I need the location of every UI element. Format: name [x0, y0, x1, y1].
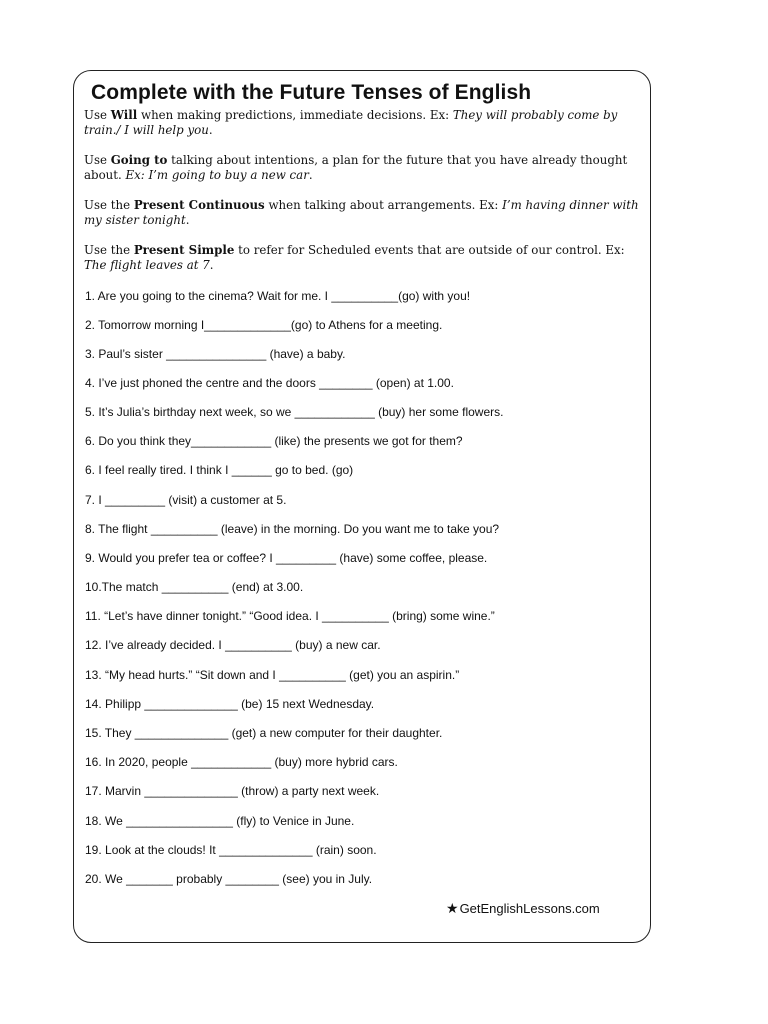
question-item: 14. Philipp ______________ (be) 15 next Wednesday. [85, 697, 375, 711]
question-item: 16. In 2020, people ____________ (buy) more hybrid cars. [85, 755, 398, 769]
star-icon: ★ [446, 900, 459, 916]
worksheet-title: Complete with the Future Tenses of English [91, 81, 532, 104]
question-item: 7. I _________ (visit) a customer at 5. [85, 493, 287, 507]
question-item: 12. I’ve already decided. I __________ (buy) a new car. [85, 638, 381, 652]
rule-will: Use Will when making predictions, immediate decisions. Ex: They will probably come by train./ I will help you. [84, 108, 618, 137]
question-item: 13. “My head hurts.” “Sit down and I __________ (get) you an aspirin.” [85, 668, 460, 682]
question-item: 15. They ______________ (get) a new computer for their daughter. [85, 726, 443, 740]
rule-going-to: Use Going to talking about intentions, a plan for the future that you have already thought about. Ex: I’m going to buy a new car. [84, 153, 628, 182]
question-item: 5. It’s Julia’s birthday next week, so we ____________ (buy) her some flowers. [85, 405, 504, 419]
question-item: 8. The flight __________ (leave) in the morning. Do you want me to take you? [85, 522, 500, 536]
question-item: 9. Would you prefer tea or coffee? I _________ (have) some coffee, please. [85, 551, 488, 565]
question-item: 19. Look at the clouds! It ______________ (rain) soon. [85, 843, 377, 857]
rule-present-simple: Use the Present Simple to refer for Scheduled events that are outside of our control. Ex: The flight leaves at 7. [84, 243, 625, 272]
question-item: 20. We _______ probably ________ (see) you in July. [85, 872, 373, 886]
question-item: 6. Do you think they____________ (like) the presents we got for them? [85, 434, 463, 448]
footer-credit [446, 900, 600, 917]
question-item: 1. Are you going to the cinema? Wait for me. I __________(go) with you! [85, 289, 471, 303]
question-item: 10.The match __________ (end) at 3.00. [85, 580, 304, 594]
question-item: 18. We ________________ (fly) to Venice in June. [85, 814, 355, 828]
rule-present-continuous: Use the Present Continuous when talking about arrangements. Ex: I’m having dinner with my sister tonight. [84, 198, 639, 227]
question-item: 11. “Let’s have dinner tonight.” “Good idea. I __________ (bring) some wine.” [85, 609, 495, 623]
footer-site: GetEnglishLessons.com [459, 901, 600, 916]
question-item: 17. Marvin ______________ (throw) a party next week. [85, 784, 380, 798]
question-item: 4. I’ve just phoned the centre and the doors ________ (open) at 1.00. [85, 376, 454, 390]
question-item: 2. Tomorrow morning I_____________(go) to Athens for a meeting. [85, 318, 443, 332]
question-item: 6. I feel really tired. I think I ______ go to bed. (go) [85, 463, 354, 477]
question-item: 3. Paul’s sister _______________ (have) a baby. [85, 347, 346, 361]
